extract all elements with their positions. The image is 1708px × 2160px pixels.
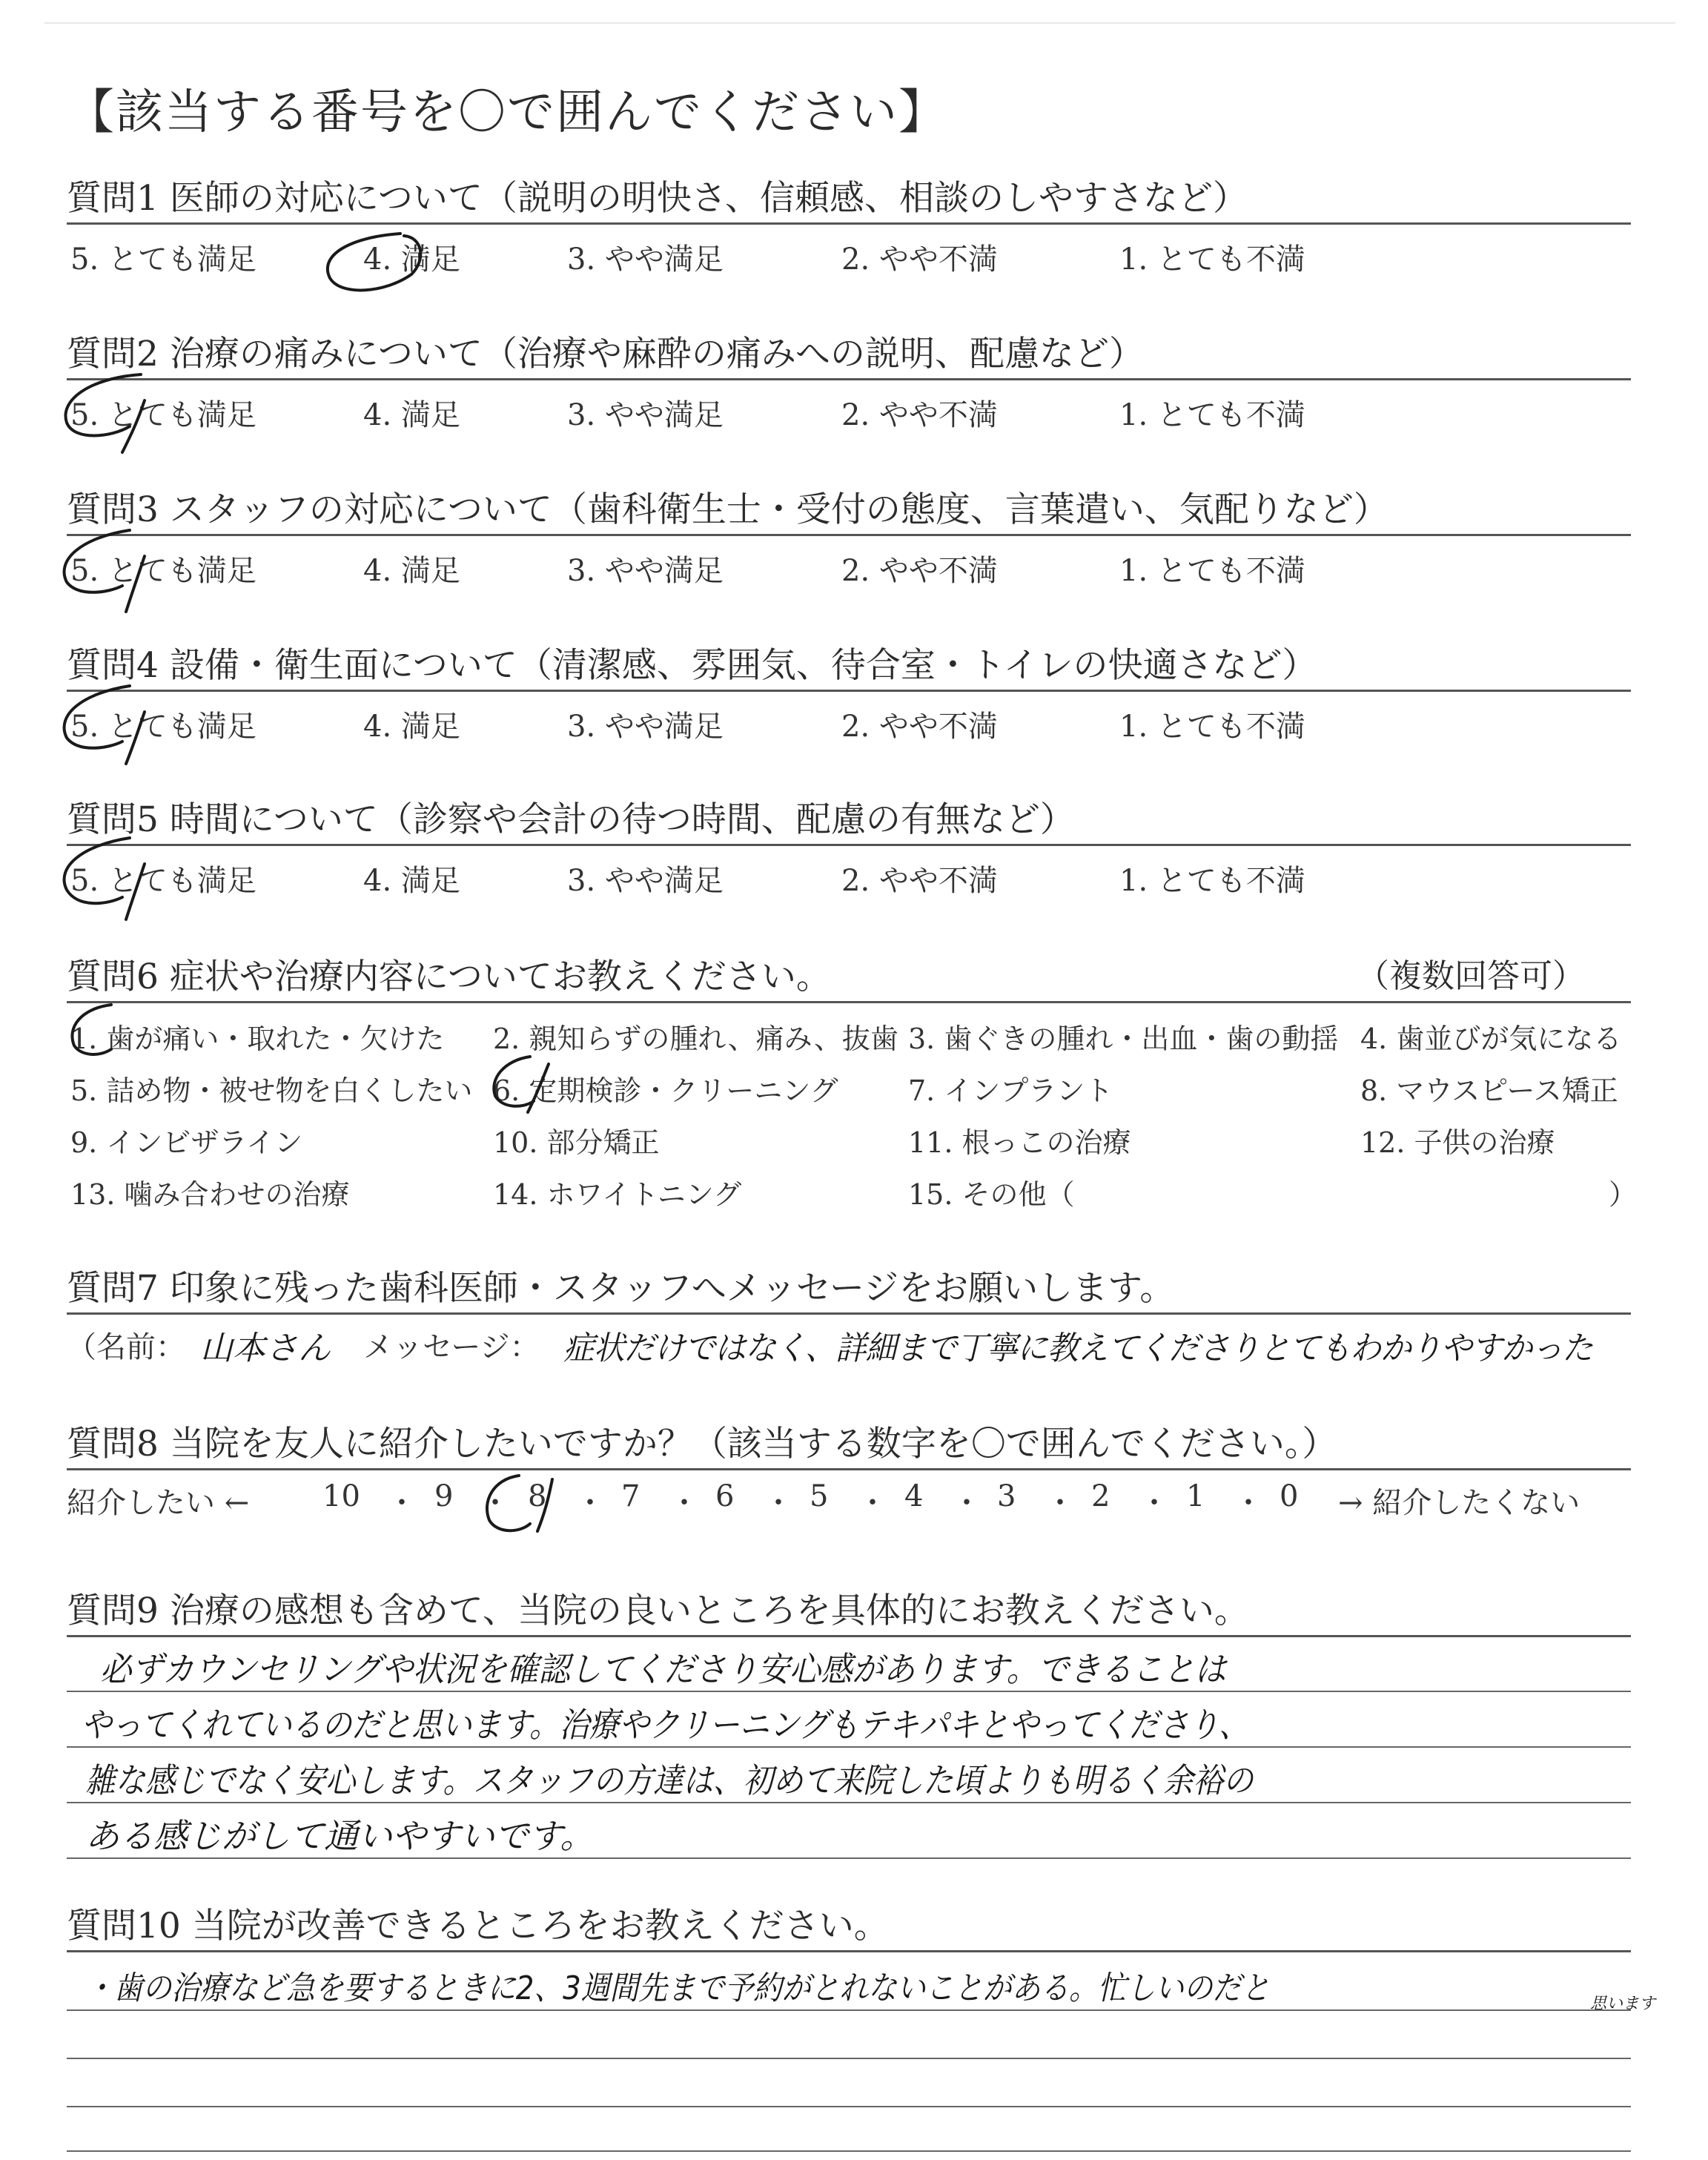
question-9-title: 質問9 治療の感想も含めて、当院の良いところを具体的にお教えください。 (67, 1591, 1249, 1631)
q5-option-3[interactable]: 3. やや満足 (567, 864, 724, 898)
q8-scale-2[interactable]: 2 (1091, 1479, 1110, 1513)
question-5-title: 質問5 時間について（診察や会計の待つ時間、配慮の有無など） (67, 799, 1075, 840)
q8-scale-8[interactable]: 8 (528, 1479, 547, 1513)
q8-scale-6[interactable]: 6 (715, 1479, 735, 1513)
q6-option-6-circle (494, 1057, 534, 1106)
q3-circle-mark (64, 530, 130, 592)
q8-scale-5[interactable]: 5 (810, 1479, 829, 1513)
q5-option-4[interactable]: 4. 満足 (363, 864, 460, 898)
q6-option-7[interactable]: 7. インプラント (908, 1074, 1113, 1107)
q8-circle-tick (537, 1479, 552, 1531)
q6-option-11[interactable]: 11. 根っこの治療 (908, 1126, 1131, 1159)
q6-option-15-close: ） (1609, 1178, 1638, 1211)
q4-option-5[interactable]: 5. とても満足 (70, 710, 256, 744)
q6-option-3[interactable]: 3. 歯ぐきの腫れ・出血・歯の動揺 (908, 1023, 1339, 1055)
question-4-title: 質問4 設備・衛生面について（清潔感、雰囲気、待合室・トイレの快適さなど） (67, 645, 1317, 686)
q8-scale-dot: ・ (480, 1486, 510, 1520)
q8-scale-dot: ・ (764, 1486, 793, 1520)
q10-answer-line-1[interactable]: ・歯の治療など急を要するときに2、3週間先まで予約がとれないことがある。忙しいのだと (85, 1969, 1271, 2007)
q4-tick-mark (126, 712, 145, 764)
q9-answer-line-1[interactable]: 必ずカウンセリングや状況を確認してくださり安心感があります。できることは (100, 1649, 1226, 1689)
q6-option-4[interactable]: 4. 歯並びが気になる (1360, 1023, 1622, 1055)
q5-option-5[interactable]: 5. とても満足 (70, 864, 256, 898)
q8-right-label: → 紹介したくない (1338, 1486, 1580, 1520)
question-1-title: 質問1 医師の対応について（説明の明快さ、信頼感、相談のしやすさなど） (67, 178, 1248, 219)
q7-message-value[interactable]: 症状だけではなく、詳細まで丁寧に教えてくださりとてもわかりやすかった (563, 1330, 1593, 1367)
q5-circle-mark (64, 838, 130, 903)
q5-tick-mark (126, 864, 145, 919)
q1-circle-mark (328, 234, 420, 290)
q3-option-4[interactable]: 4. 満足 (363, 554, 460, 588)
q6-option-2[interactable]: 2. 親知らずの腫れ、痛み、抜歯 (493, 1023, 898, 1055)
q8-scale-9[interactable]: 9 (434, 1479, 454, 1513)
q6-option-12[interactable]: 12. 子供の治療 (1360, 1126, 1555, 1159)
q9-answer-line-4[interactable]: ある感じがして通いやすいです。 (85, 1816, 595, 1856)
q3-option-2[interactable]: 2. やや不満 (841, 554, 998, 588)
q6-option-15[interactable]: 15. その他（ (908, 1178, 1075, 1211)
q10-answer-tail[interactable]: 思います (1590, 1995, 1656, 2013)
question-2-title: 質問2 治療の痛みについて（治療や麻酔の痛みへの説明、配慮など） (67, 334, 1144, 374)
q4-option-3[interactable]: 3. やや満足 (567, 710, 724, 744)
page-header: 【該当する番号を〇で囲んでください】 (67, 85, 947, 140)
q4-option-1[interactable]: 1. とても不満 (1119, 710, 1305, 744)
q8-scale-1[interactable]: 1 (1186, 1479, 1205, 1513)
question-6-note: （複数回答可） (1357, 957, 1585, 995)
q6-option-6[interactable]: 6. 定期検診・クリーニング (493, 1074, 838, 1107)
q8-scale-dot: ・ (952, 1486, 982, 1520)
q3-option-5[interactable]: 5. とても満足 (70, 554, 256, 588)
q8-scale-dot: ・ (1045, 1486, 1075, 1520)
q5-option-2[interactable]: 2. やや不満 (841, 864, 998, 898)
q6-option-1[interactable]: 1. 歯が痛い・取れた・欠けた (70, 1023, 445, 1055)
q8-left-label: 紹介したい ← (67, 1486, 250, 1520)
question-6-title: 質問6 症状や治療内容についてお教えください。 (67, 957, 831, 997)
q2-tick-mark (122, 400, 145, 452)
q8-scale-dot: ・ (669, 1486, 699, 1520)
q8-scale-10[interactable]: 10 (322, 1479, 360, 1513)
q6-option-1-circle (72, 1005, 111, 1054)
q1-option-2[interactable]: 2. やや不満 (841, 242, 998, 277)
q8-scale-0[interactable]: 0 (1280, 1479, 1299, 1513)
question-10-title: 質問10 当院が改善できるところをお教えください。 (67, 1906, 889, 1946)
q3-option-1[interactable]: 1. とても不満 (1119, 554, 1305, 588)
q6-option-14[interactable]: 14. ホワイトニング (493, 1178, 742, 1211)
q3-option-3[interactable]: 3. やや満足 (567, 554, 724, 588)
q7-name-value[interactable]: 山本さん (200, 1330, 331, 1367)
q8-scale-dot: ・ (1139, 1486, 1169, 1520)
q6-option-5[interactable]: 5. 詰め物・被せ物を白くしたい (70, 1074, 473, 1107)
q2-option-5[interactable]: 5. とても満足 (70, 398, 256, 432)
q6-option-8[interactable]: 8. マウスピース矯正 (1360, 1074, 1618, 1107)
q2-option-2[interactable]: 2. やや不満 (841, 398, 998, 432)
q2-option-1[interactable]: 1. とても不満 (1119, 398, 1305, 432)
q1-option-5[interactable]: 5. とても満足 (70, 242, 256, 277)
q8-scale-4[interactable]: 4 (904, 1479, 924, 1513)
q6-option-13[interactable]: 13. 噛み合わせの治療 (70, 1178, 350, 1211)
q4-circle-mark (64, 686, 130, 748)
q7-message-label: メッセージ： (363, 1330, 540, 1364)
q8-scale-dot: ・ (387, 1486, 417, 1520)
question-8-title: 質問8 当院を友人に紹介したいですか？（該当する数字を〇で囲んでください。） (67, 1424, 1337, 1464)
q8-scale-dot: ・ (1234, 1486, 1263, 1520)
q8-circle-mark (487, 1476, 530, 1530)
q1-option-4[interactable]: 4. 満足 (363, 242, 460, 277)
q8-scale-dot: ・ (858, 1486, 887, 1520)
q2-option-4[interactable]: 4. 満足 (363, 398, 460, 432)
q9-answer-line-2[interactable]: やってくれているのだと思います。治療やクリーニングもテキパキとやってくださり、 (82, 1705, 1249, 1745)
q7-name-label: （名前： (67, 1330, 185, 1364)
q5-option-1[interactable]: 1. とても不満 (1119, 864, 1305, 898)
q4-option-4[interactable]: 4. 満足 (363, 710, 460, 744)
q3-tick-mark (126, 556, 145, 612)
q2-circle-mark (65, 374, 141, 436)
q2-option-3[interactable]: 3. やや満足 (567, 398, 724, 432)
question-7-title: 質問7 印象に残った歯科医師・スタッフへメッセージをお願いします。 (67, 1268, 1175, 1309)
q1-option-3[interactable]: 3. やや満足 (567, 242, 724, 277)
q8-scale-dot: ・ (575, 1486, 605, 1520)
question-3-title: 質問3 スタッフの対応について（歯科衛生士・受付の態度、言葉遣い、気配りなど） (67, 489, 1388, 530)
q6-option-9[interactable]: 9. インビザライン (70, 1126, 303, 1159)
q8-scale-3[interactable]: 3 (997, 1479, 1016, 1513)
q6-option-6-tick (528, 1064, 549, 1112)
q8-scale-7[interactable]: 7 (621, 1479, 640, 1513)
q9-answer-line-3[interactable]: 雑な感じでなく安心します。スタッフの方達は、初めて来院した頃よりも明るく余裕の (85, 1760, 1254, 1800)
q4-option-2[interactable]: 2. やや不満 (841, 710, 998, 744)
q6-option-10[interactable]: 10. 部分矯正 (493, 1126, 660, 1159)
q1-option-1[interactable]: 1. とても不満 (1119, 242, 1305, 277)
